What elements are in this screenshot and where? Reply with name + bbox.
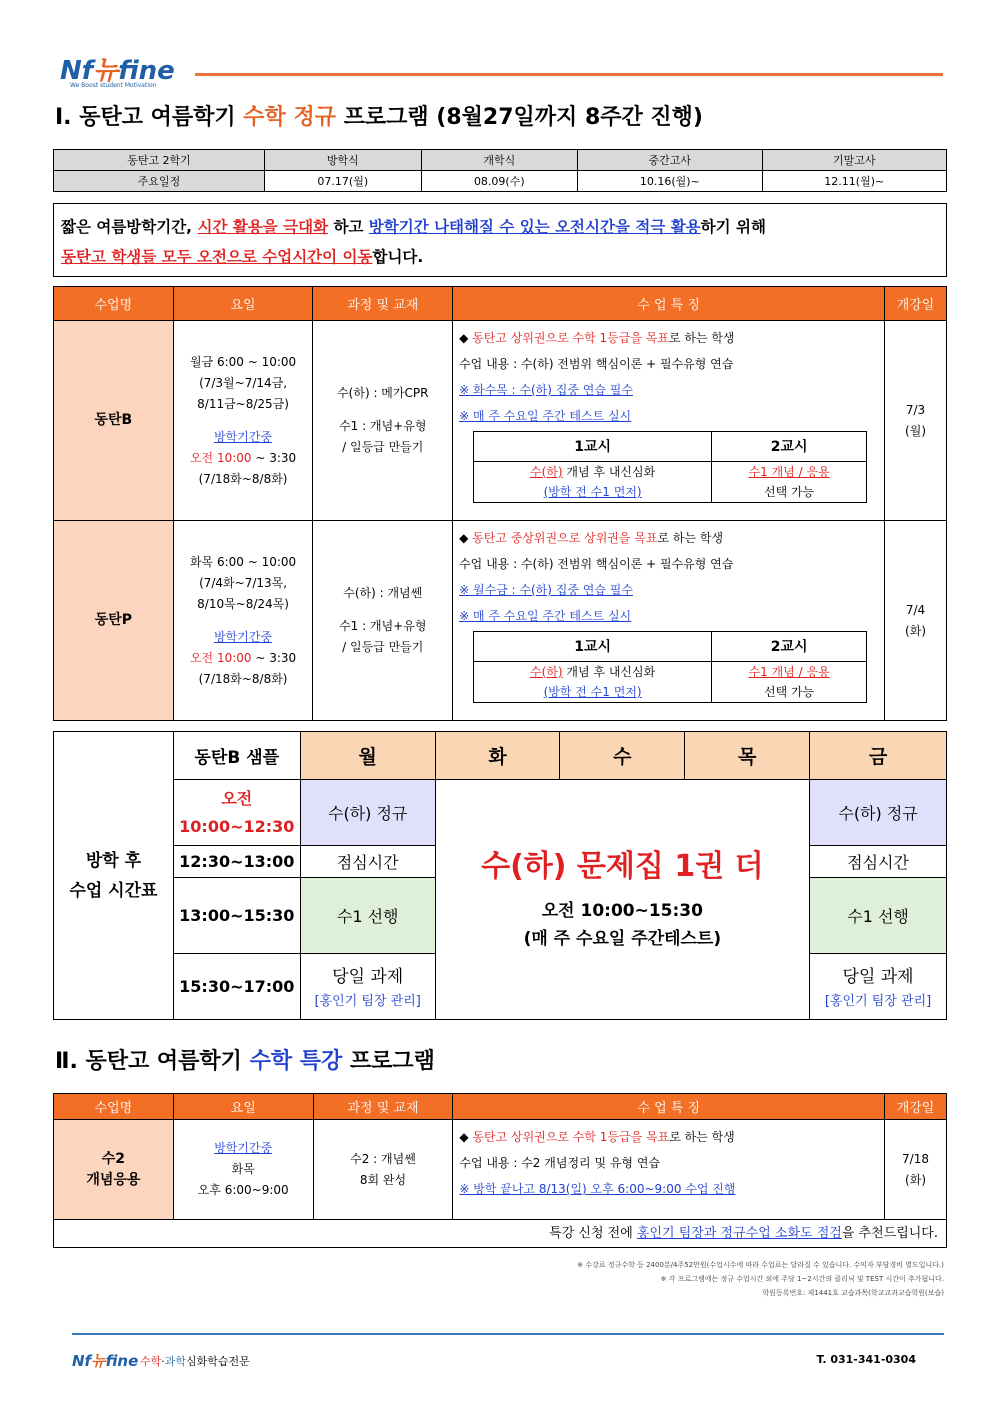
homework-label: 당일 과제	[842, 967, 914, 987]
special-start	[885, 1120, 947, 1220]
col-header: 수업명	[54, 287, 174, 321]
am-suffix: ~ 3:30	[251, 450, 297, 465]
class-course	[313, 521, 453, 721]
title1-highlight: 수학 정규	[243, 105, 336, 130]
period-subject: 수(하)	[530, 465, 563, 479]
period-header: 2교시	[712, 632, 867, 662]
special-time: 오후 6:00~9:00	[197, 1183, 289, 1197]
period-subject: 수1 개념 / 응용	[748, 665, 830, 679]
period-header: 1교시	[474, 432, 712, 462]
period-header: 2교시	[712, 432, 867, 462]
subject-sep: ·	[161, 1355, 165, 1368]
classes-table	[53, 286, 947, 721]
sample-label: 동탄B 샘플	[173, 732, 300, 780]
intro-highlight: 방학기간 나태해질 수 있는 오전시간을 적극 활용	[368, 218, 701, 236]
lunch-cell: 점심시간	[300, 846, 435, 878]
regular-cell: 수(하) 정규	[810, 780, 947, 846]
footer-divider	[72, 1333, 944, 1335]
feature-note: ※ 방학 끝나고 8/13(일) 오후 6:00~9:00 수업 진행	[459, 1182, 736, 1196]
footer-logo	[72, 1350, 138, 1371]
logo-eng: fine	[118, 56, 175, 86]
special-days	[173, 1120, 313, 1220]
day-header: 수	[560, 732, 685, 780]
schedule-col-label: 방학식	[265, 150, 422, 171]
bullet: ◆	[459, 1130, 473, 1144]
class-features	[453, 321, 885, 521]
title2-prefix: Ⅱ. 동탄고 여름학기	[55, 1049, 250, 1074]
day-header: 금	[810, 732, 947, 780]
footer-logo-mark: Nf	[72, 1352, 92, 1370]
class-days	[173, 321, 313, 521]
title1-mid: 프로그램	[335, 105, 437, 130]
feature-target	[459, 325, 878, 351]
feature-note: ※ 매 주 수요일 주간 테스트 실시	[459, 609, 632, 623]
start-date: 7/18	[902, 1151, 929, 1166]
vacation-label: 방학기간중	[214, 629, 273, 644]
intro-text: 하고	[328, 218, 369, 236]
lunch-cell: 점심시간	[810, 846, 947, 878]
course-line: 수1 : 개념+유형	[339, 619, 427, 633]
schedule-label-top: 동탄고 2학기	[54, 150, 265, 171]
period-note: 선택 가능	[764, 485, 815, 499]
course-line: 8회 완성	[359, 1172, 407, 1187]
logo-mark: Nf	[60, 56, 94, 86]
period-desc: 개념 후 내신심화	[562, 665, 656, 679]
period-note: (방학 전 수1 먼저)	[543, 685, 642, 699]
am-label: 오전	[189, 650, 217, 665]
special-features	[453, 1120, 885, 1220]
course-line: 수(하) : 개념쎈	[343, 586, 423, 600]
days-range: (7/4화~7/13목,	[199, 575, 288, 590]
intro-text: 짧은 여름방학기간,	[61, 218, 198, 236]
intro-text: 하기 위해	[700, 218, 766, 236]
special-name-line: 개념응용	[86, 1171, 141, 1188]
course-line: / 일등급 만들기	[342, 640, 424, 654]
special-name-line: 수2	[101, 1150, 126, 1167]
intro-highlight: 동탄고 학생들 모두 오전으로 수업시간이 이동	[61, 248, 373, 266]
center-note: (매 주 수요일 주간테스트)	[523, 928, 722, 949]
timetable-side	[54, 732, 174, 1020]
time-slot: 13:00~15:30	[173, 878, 300, 954]
col-header: 수업명	[54, 1094, 174, 1120]
start-day: (월)	[905, 423, 927, 438]
period-header: 1교시	[474, 632, 712, 662]
start-date: 7/4	[905, 602, 926, 617]
side-line: 방학 후	[85, 850, 141, 871]
special-course	[313, 1120, 453, 1220]
am-label: 오전	[221, 788, 253, 808]
center-block	[435, 780, 810, 1020]
course-line: / 일등급 만들기	[342, 440, 424, 454]
rec-highlight: 홍인기 팀장과 정규수업 소화도 점검	[636, 1226, 842, 1241]
am-label: 오전	[189, 450, 217, 465]
col-header: 수 업 특 징	[453, 1094, 885, 1120]
days-range: 8/10목~8/24목)	[197, 596, 289, 611]
schedule-col-label: 개학식	[421, 150, 578, 171]
day-header: 목	[685, 732, 810, 780]
regular-cell: 수(하) 정규	[300, 780, 435, 846]
feature-note: ※ 월수금 : 수(하) 집중 연습 필수	[459, 583, 633, 597]
col-header: 요일	[173, 287, 313, 321]
schedule-col-value: 12.11(월)~	[762, 171, 946, 192]
period-2-content	[712, 662, 867, 703]
side-line: 수업 시간표	[69, 880, 158, 901]
days-main: 월금 6:00 ~ 10:00	[189, 354, 297, 369]
section-title-1	[55, 100, 703, 131]
subject-math: 수학	[140, 1355, 162, 1368]
start-day: (화)	[905, 623, 927, 638]
title1-prefix: Ⅰ. 동탄고 여름학기	[55, 105, 244, 130]
title1-paren: (8월27일까지 8주간 진행)	[436, 105, 703, 130]
time-slot: 15:30~17:00	[173, 954, 300, 1020]
pre-cell: 수1 선행	[810, 878, 947, 954]
col-header: 수 업 특 징	[453, 287, 885, 321]
period-note: (방학 전 수1 먼저)	[543, 485, 642, 499]
period-subject: 수(하)	[530, 665, 563, 679]
rec-text: 을 추천드립니다.	[841, 1226, 938, 1241]
header-divider	[195, 73, 943, 76]
feature-target	[459, 1124, 878, 1150]
center-headline: 수(하) 문제집 1권 더	[481, 848, 764, 884]
time-slot	[173, 780, 300, 846]
subject-science: 과학	[164, 1355, 187, 1368]
footer-subject	[140, 1353, 250, 1369]
schedule-col-label: 중간고사	[578, 150, 762, 171]
col-header: 개강일	[885, 1094, 947, 1120]
pre-cell: 수1 선행	[300, 878, 435, 954]
vacation-range: (7/18화~8/8화)	[198, 471, 288, 486]
course-line: 수(하) : 메가CPR	[337, 386, 429, 400]
days-range: (7/3월~7/14금,	[199, 375, 288, 390]
subject-rest: 심화학습전문	[186, 1355, 250, 1368]
period-1-content	[474, 462, 712, 503]
start-date: 7/3	[905, 402, 926, 417]
target-highlight: 동탄고 상위권으로 수학 1등급을 목표	[472, 331, 669, 345]
intro-box	[53, 203, 947, 277]
day-header: 월	[300, 732, 435, 780]
schedule-label-bottom: 주요일정	[54, 171, 265, 192]
homework-cell	[300, 954, 435, 1020]
schedule-table	[53, 149, 947, 192]
class-start	[885, 321, 947, 521]
time-range: 10:00~12:30	[179, 816, 295, 836]
footer-phone: T. 031-341-0304	[816, 1353, 916, 1366]
feature-content: 수업 내용 : 수(하) 전범위 핵심이론 + 필수유형 연습	[459, 357, 734, 371]
class-features	[453, 521, 885, 721]
homework-label: 당일 과제	[332, 967, 404, 987]
special-table	[53, 1093, 947, 1248]
course-line: 수2 : 개념쎈	[350, 1151, 416, 1166]
note: 학원등록번호: 제1441호 교습과목(학교교과교습학원(보습)	[762, 1289, 944, 1297]
vacation-range: (7/18화~8/8화)	[198, 671, 288, 686]
target-highlight: 동탄고 상위권으로 수학 1등급을 목표	[472, 1130, 670, 1144]
course-line: 수1 : 개념+유형	[339, 419, 427, 433]
schedule-col-value: 07.17(월)	[265, 171, 422, 192]
schedule-col-value: 08.09(수)	[421, 171, 578, 192]
bullet: ◆	[459, 531, 473, 545]
vacation-label: 방학기간중	[214, 429, 273, 444]
period-table	[473, 431, 867, 503]
footer-logo-eng: fine	[105, 1352, 139, 1370]
title2-highlight: 수학 특강	[249, 1049, 343, 1074]
col-header: 개강일	[885, 287, 947, 321]
logo-kor: 뉴	[93, 56, 119, 86]
class-course	[313, 321, 453, 521]
note: ※ 각 프로그램에는 정규 수업시간 외에 주당 1~2시간의 클리닉 및 TEST 시간이 추가됩니다.	[660, 1275, 944, 1283]
col-header: 과정 및 교재	[313, 1094, 453, 1120]
special-day: 화목	[231, 1162, 255, 1176]
homework-manager: [홍인기 팀장 관리]	[314, 994, 421, 1009]
schedule-col-value: 10.16(월)~	[578, 171, 762, 192]
feature-target	[459, 525, 878, 551]
feature-content: 수업 내용 : 수2 개념정리 및 유형 연습	[459, 1156, 661, 1170]
am-time: 10:00	[216, 450, 252, 465]
recommendation	[54, 1220, 947, 1248]
target-suffix: 로 하는 학생	[668, 331, 735, 345]
am-suffix: ~ 3:30	[251, 650, 297, 665]
col-header: 과정 및 교재	[313, 287, 453, 321]
rec-text: 특강 신청 전에	[549, 1226, 637, 1241]
intro-highlight: 시간 활용을 극대화	[197, 218, 329, 236]
feature-note: ※ 화수목 : 수(하) 집중 연습 필수	[459, 383, 633, 397]
center-time: 오전 10:00~15:30	[541, 900, 703, 921]
logo-tagline: We Boost student Motivation	[70, 82, 157, 89]
target-suffix: 로 하는 학생	[669, 1130, 735, 1144]
period-1-content	[474, 662, 712, 703]
homework-cell	[810, 954, 947, 1020]
target-highlight: 동탄고 중상위권으로 상위권을 목표	[472, 531, 658, 545]
vacation-label: 방학기간중	[214, 1141, 273, 1155]
special-name	[54, 1120, 174, 1220]
days-range: 8/11금~8/25금)	[197, 396, 289, 411]
period-2-content	[712, 462, 867, 503]
time-slot: 12:30~13:00	[173, 846, 300, 878]
period-note: 선택 가능	[764, 685, 815, 699]
bullet: ◆	[459, 331, 473, 345]
days-main: 화목 6:00 ~ 10:00	[189, 554, 297, 569]
homework-manager: [홍인기 팀장 관리]	[824, 994, 932, 1009]
intro-text: 합니다.	[372, 248, 424, 266]
start-day: (화)	[905, 1172, 927, 1187]
col-header: 요일	[173, 1094, 313, 1120]
period-table	[473, 631, 867, 703]
class-name: 동탄P	[54, 521, 174, 721]
timetable	[53, 731, 947, 1020]
class-days	[173, 521, 313, 721]
title2-suffix: 프로그램	[342, 1049, 435, 1074]
schedule-col-label: 기말고사	[762, 150, 946, 171]
day-header: 화	[435, 732, 560, 780]
class-name: 동탄B	[54, 321, 174, 521]
note: ※ 수강료 정규수학 등 2400분/4주52만원(수업시수에 따라 수업료는 달라질 수 있습니다. 수익자 부담경비 별도입니다.)	[577, 1261, 944, 1269]
footer-logo-kor: 뉴	[91, 1352, 106, 1370]
am-time: 10:00	[216, 650, 252, 665]
period-subject: 수1 개념 / 응용	[748, 465, 830, 479]
feature-content: 수업 내용 : 수(하) 전범위 핵심이론 + 필수유형 연습	[459, 557, 734, 571]
class-start	[885, 521, 947, 721]
target-suffix: 로 하는 학생	[657, 531, 724, 545]
section-title-2	[55, 1044, 435, 1075]
feature-note: ※ 매 주 수요일 주간 테스트 실시	[459, 409, 632, 423]
period-desc: 개념 후 내신심화	[562, 465, 656, 479]
